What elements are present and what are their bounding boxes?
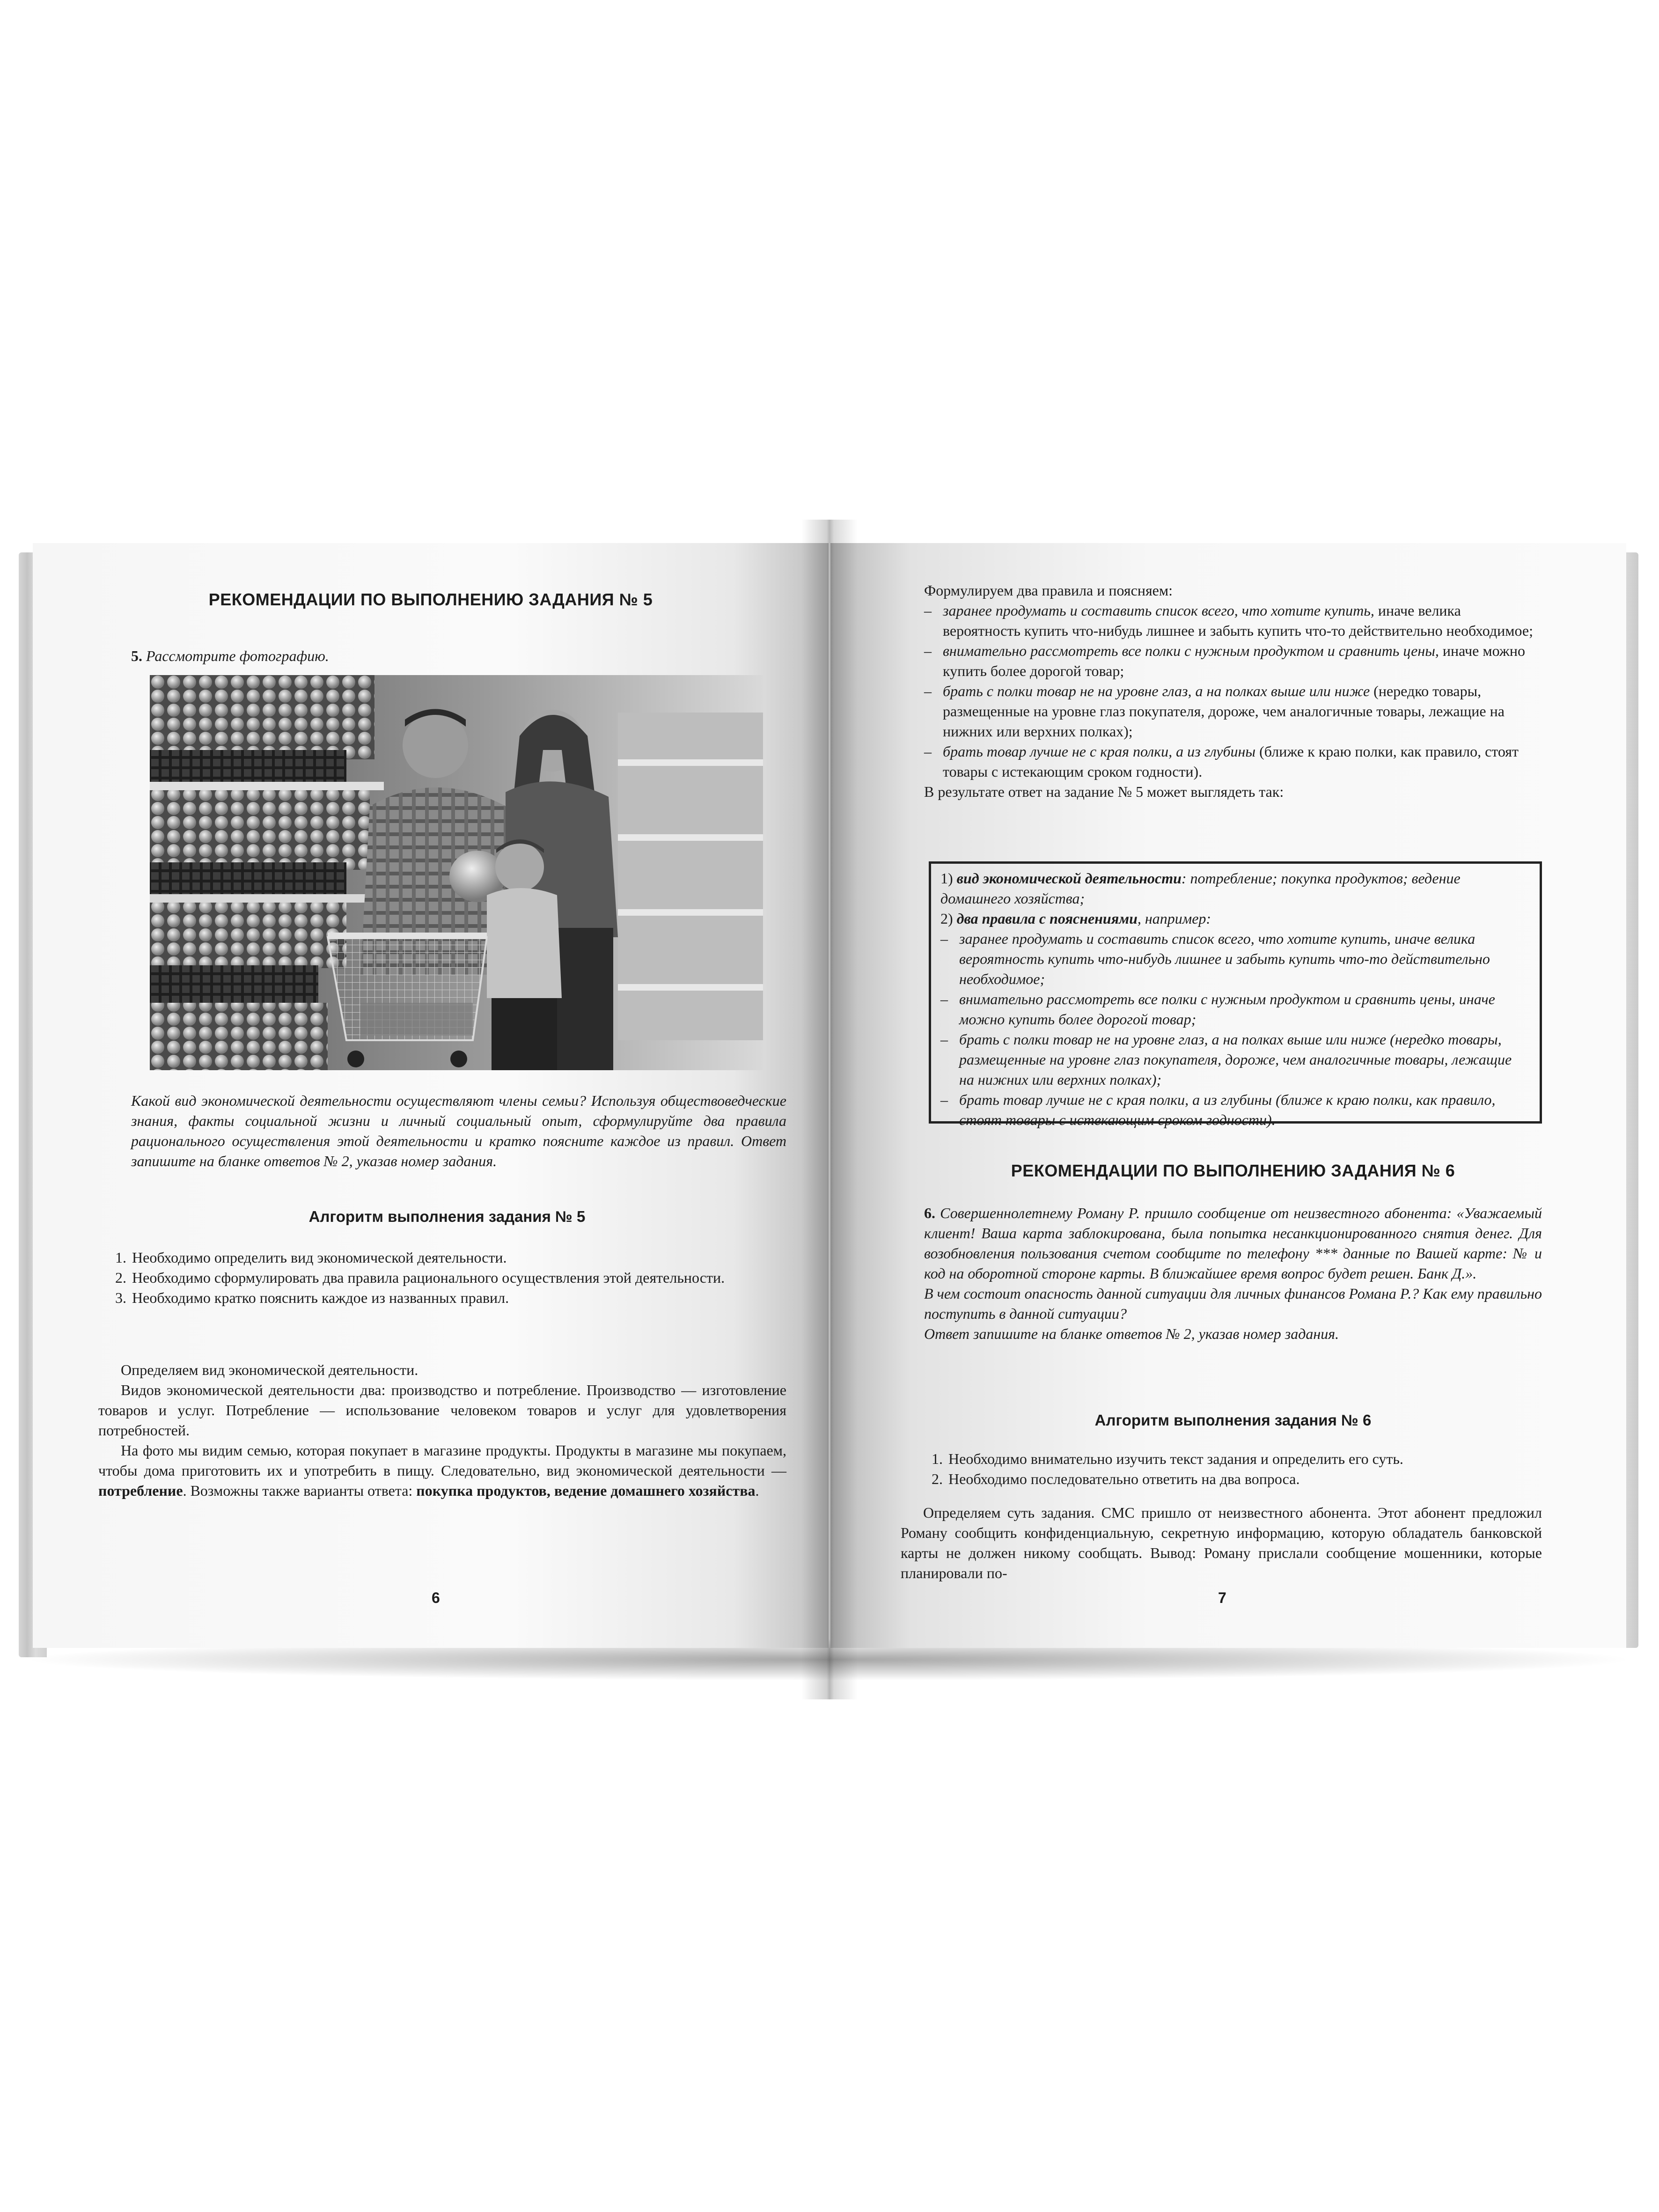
task-prompt: Рассмотрите фотографию. xyxy=(146,647,329,664)
left-page xyxy=(33,543,829,1648)
answer-rules-list xyxy=(940,929,1530,1130)
paragraph: Определяем суть задания. СМС пришло от неизвестного абонента. Этот абонент предложил Роману сообщить конфиденциальную, секретную информацию, которую обладатель банковской карты не должен никому сообщать. Вывод: Роману прислали сообщение мошенники, которые планировали по- xyxy=(901,1504,1542,1581)
rule-item: – внимательно рассмотреть все полки с нужным продуктом и сравнить цены, иначе можно купить более дорогой товар; xyxy=(924,641,1542,681)
algorithm-step: 3. Необходимо кратко пояснить каждое из названных правил. xyxy=(130,1288,786,1308)
paragraph: На фото мы видим семью, которая покупает в магазине продукты. Продукты в магазине мы покупаем, чтобы дома приготовить их и употребить в пищу. Следовательно, вид экономической деятельности — потребление. Возможны также варианты ответа: покупка продуктов, ведение домашнего хозяйства. xyxy=(98,1442,786,1499)
supermarket-family-photo xyxy=(150,675,763,1070)
page-number: 7 xyxy=(1218,1589,1226,1606)
answer-rule: – брать с полки товар не на уровне глаз, а на полках выше или ниже (нередко товары, размещенные на уровне глаз покупателя, дороже, чем аналогичные товары, лежащие на нижних или верхних полках); xyxy=(940,1029,1530,1090)
task6-text: 6. Совершеннолетнему Роману Р. пришло сообщение от неизвестного абонента: «Уважаемый клиент! Ваша карта заблокирована, была попытка несанкционированного снятия денег. Для возобновления пользования счетом сообщите по телефону *** данные по Вашей карте: № и код на оборотной стороне карты. В ближайшее время вопрос будет решен. Банк Д.». xyxy=(924,1205,1542,1282)
algorithm-title: Алгоритм выполнения задания № 6 xyxy=(1094,1411,1372,1429)
rules-intro: Формулируем два правила и поясняем: xyxy=(924,582,1173,599)
rule-item: – заранее продумать и составить список всего, что хотите купить, иначе велика вероятность купить что-нибудь лишнее и забыть купить что-то действительно необходимое; xyxy=(924,601,1542,641)
page-number: 6 xyxy=(432,1589,440,1606)
paragraph: Видов экономической деятельности два: производство и потребление. Производство — изготовление товаров и услуг. Потребление — использование человеком товаров и услуг для удовлетворения потребностей. xyxy=(98,1382,786,1439)
right-page xyxy=(830,543,1626,1648)
answer-bold: покупка продуктов, ведение домашнего хозяйства xyxy=(416,1482,756,1499)
task-number: 5. xyxy=(131,647,142,664)
algorithm-step: 2. Необходимо последовательно ответить на два вопроса. xyxy=(947,1469,1542,1489)
answer-rule: – заранее продумать и составить список всего, что хотите купить, иначе велика вероятность купить что-нибудь лишнее и забыть купить что-то действительно необходимое; xyxy=(940,929,1530,989)
algorithm-step: 2. Необходимо сформулировать два правила рационального осуществления этой деятельности. xyxy=(130,1268,786,1288)
answer-item: 1) вид экономической деятельности: потребление; покупка продуктов; ведение домашнего хозяйства; xyxy=(940,870,1461,907)
answer-rule: – брать товар лучше не с края полки, а из глубины (ближе к краю полки, как правило, стоят товары с истекающим сроком годности). xyxy=(940,1090,1530,1130)
algorithm-step: 1. Необходимо внимательно изучить текст задания и определить его суть. xyxy=(947,1449,1542,1469)
rule-item: – брать с полки товар не на уровне глаз, а на полках выше или ниже (нередко товары, размещенные на уровне глаз покупателя, дороже, чем аналогичные товары, лежащие на нижних или верхних полках); xyxy=(924,681,1542,742)
page-heading: РЕКОМЕНДАЦИИ ПО ВЫПОЛНЕНИЮ ЗАДАНИЯ № 6 xyxy=(1011,1161,1455,1180)
algorithm-title: Алгоритм выполнения задания № 5 xyxy=(308,1208,586,1225)
result-line: В результате ответ на задание № 5 может выглядеть так: xyxy=(924,783,1284,800)
task6-instruction: Ответ запишите на бланке ответов № 2, указав номер задания. xyxy=(924,1325,1339,1342)
answer-bold: потребление xyxy=(98,1482,183,1499)
book-gutter xyxy=(801,520,858,1699)
rules-list xyxy=(924,601,1542,782)
algorithm-step: 1. Необходимо определить вид экономической деятельности. xyxy=(130,1248,786,1268)
answer-box xyxy=(929,861,1542,1128)
paragraph: Определяем вид экономической деятельности. xyxy=(121,1361,418,1378)
rule-item: – брать товар лучше не с края полки, а из глубины (ближе к краю полки, как правило, стоят товары с истекающим сроком годности). xyxy=(924,742,1542,782)
page-heading: РЕКОМЕНДАЦИИ ПО ВЫПОЛНЕНИЮ ЗАДАНИЯ № 5 xyxy=(208,590,653,609)
algorithm-steps xyxy=(108,1248,786,1308)
algorithm-steps xyxy=(924,1449,1542,1489)
task6-question: В чем состоит опасность данной ситуации для личных финансов Романа Р.? Как ему правильно поступить в данной ситуации? xyxy=(924,1285,1542,1322)
answer-item: 2) два правила с пояснениями, например: xyxy=(940,910,1211,927)
answer-rule: – внимательно рассмотреть все полки с нужным продуктом и сравнить цены, иначе можно купить более дорогой товар; xyxy=(940,989,1530,1029)
task-question: Какой вид экономической деятельности осуществляют члены семьи? Используя обществоведческие знания, факты социальной жизни и личный социальный опыт, сформулируйте два правила рационального осуществления этой деятельности и кратко поясните каждое из правил. Ответ запишите на бланке ответов № 2, указав номер задания. xyxy=(131,1092,786,1169)
